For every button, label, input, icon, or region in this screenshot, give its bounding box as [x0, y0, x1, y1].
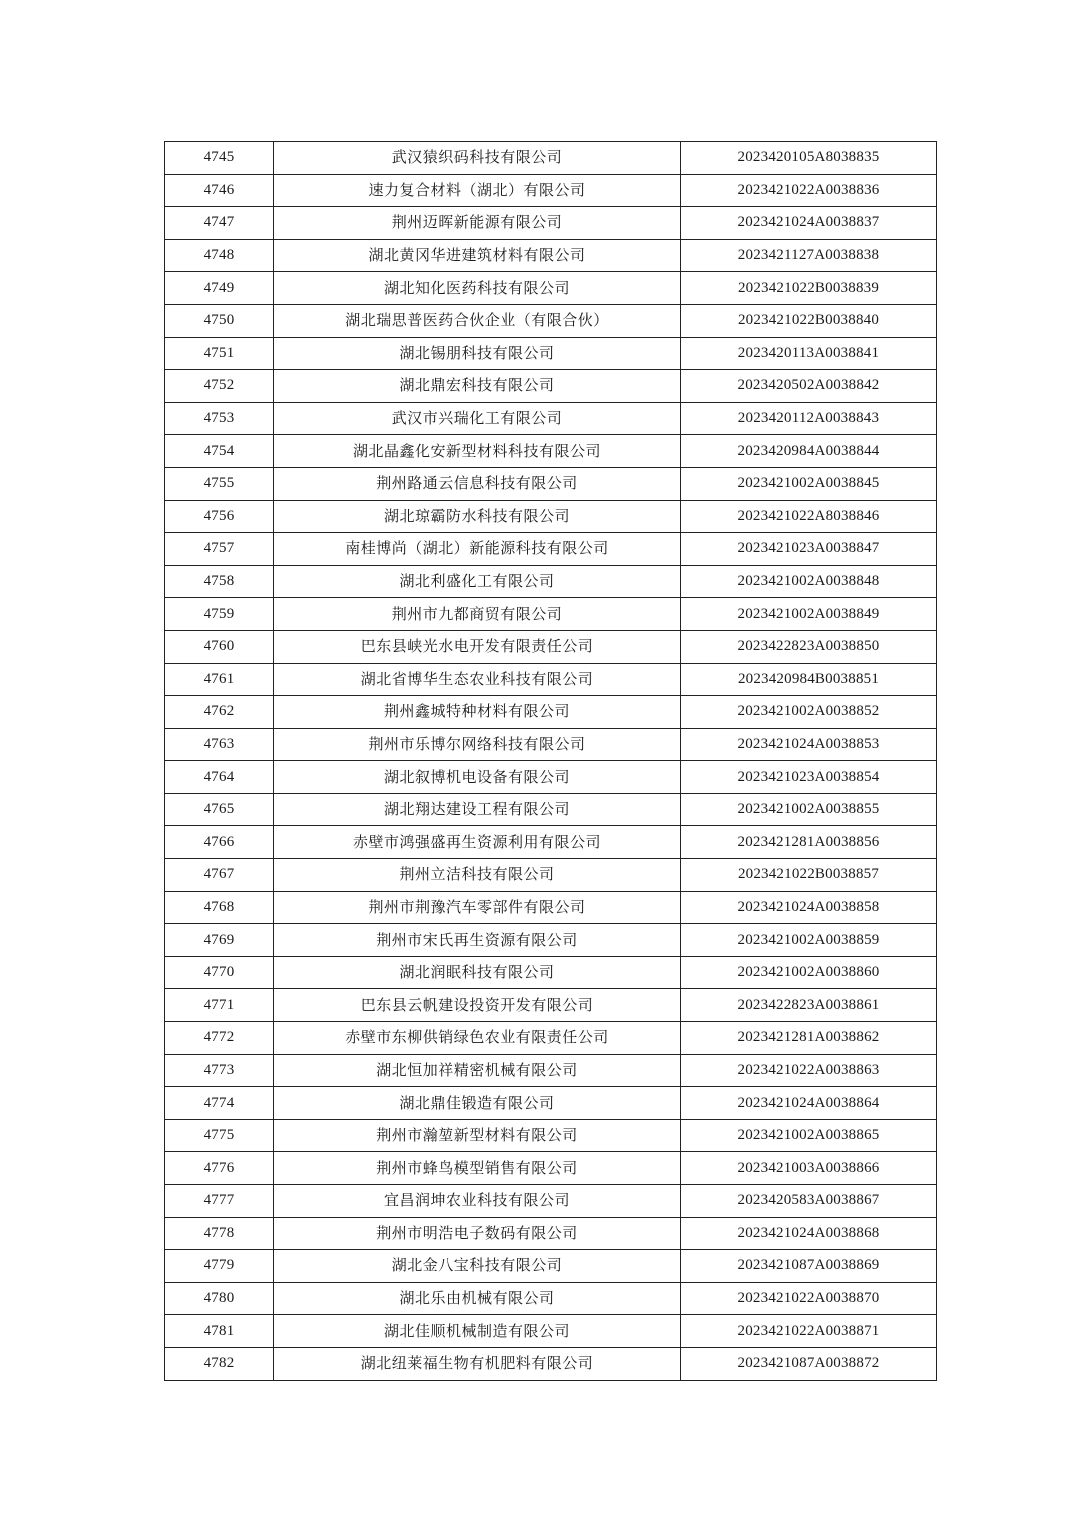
table-row — [165, 793, 937, 826]
serial-number-cell: 4758 — [165, 565, 274, 598]
registration-code-cell: 2023421087A0038872 — [681, 1347, 937, 1380]
company-name-cell: 湖北叙博机电设备有限公司 — [274, 761, 681, 794]
company-name-cell: 湖北金八宝科技有限公司 — [274, 1250, 681, 1283]
registration-code-cell: 2023421127A0038838 — [681, 239, 937, 272]
table-row — [165, 989, 937, 1022]
table-row — [165, 728, 937, 761]
table-row — [165, 924, 937, 957]
registration-code-cell: 2023421003A0038866 — [681, 1152, 937, 1185]
table-row — [165, 956, 937, 989]
serial-number-cell: 4761 — [165, 663, 274, 696]
company-registry-table — [164, 141, 937, 1381]
serial-number-cell: 4762 — [165, 696, 274, 729]
registration-code-cell: 2023421087A0038869 — [681, 1250, 937, 1283]
serial-number-cell: 4753 — [165, 402, 274, 435]
registration-code-cell: 2023421002A0038852 — [681, 696, 937, 729]
registration-code-cell: 2023421002A0038848 — [681, 565, 937, 598]
table-row — [165, 891, 937, 924]
serial-number-cell: 4757 — [165, 533, 274, 566]
serial-number-cell: 4756 — [165, 500, 274, 533]
serial-number-cell: 4748 — [165, 239, 274, 272]
company-name-cell: 荆州市乐博尔网络科技有限公司 — [274, 728, 681, 761]
company-name-cell: 荆州市九都商贸有限公司 — [274, 598, 681, 631]
table-row — [165, 272, 937, 305]
registration-code-cell: 2023422823A0038861 — [681, 989, 937, 1022]
serial-number-cell: 4782 — [165, 1347, 274, 1380]
table-row — [165, 1250, 937, 1283]
serial-number-cell: 4777 — [165, 1185, 274, 1218]
company-name-cell: 湖北佳顺机械制造有限公司 — [274, 1315, 681, 1348]
table-row — [165, 598, 937, 631]
serial-number-cell: 4754 — [165, 435, 274, 468]
registration-code-cell: 2023420984B0038851 — [681, 663, 937, 696]
serial-number-cell: 4759 — [165, 598, 274, 631]
serial-number-cell: 4773 — [165, 1054, 274, 1087]
company-name-cell: 速力复合材料（湖北）有限公司 — [274, 174, 681, 207]
company-name-cell: 湖北瑞思普医药合伙企业（有限合伙） — [274, 304, 681, 337]
company-name-cell: 荆州鑫城特种材料有限公司 — [274, 696, 681, 729]
table-row — [165, 402, 937, 435]
company-name-cell: 荆州立洁科技有限公司 — [274, 859, 681, 892]
table-row — [165, 467, 937, 500]
serial-number-cell: 4780 — [165, 1282, 274, 1315]
serial-number-cell: 4768 — [165, 891, 274, 924]
company-name-cell: 湖北乐由机械有限公司 — [274, 1282, 681, 1315]
registration-code-cell: 2023421024A0038853 — [681, 728, 937, 761]
serial-number-cell: 4746 — [165, 174, 274, 207]
table-row — [165, 1185, 937, 1218]
table-row — [165, 826, 937, 859]
company-name-cell: 湖北翔达建设工程有限公司 — [274, 793, 681, 826]
registration-code-cell: 2023421281A0038862 — [681, 1022, 937, 1055]
serial-number-cell: 4766 — [165, 826, 274, 859]
registration-code-cell: 2023421002A0038859 — [681, 924, 937, 957]
registration-code-cell: 2023421022A8038846 — [681, 500, 937, 533]
company-name-cell: 湖北纽莱福生物有机肥料有限公司 — [274, 1347, 681, 1380]
serial-number-cell: 4778 — [165, 1217, 274, 1250]
company-name-cell: 湖北琼霸防水科技有限公司 — [274, 500, 681, 533]
company-name-cell: 赤壁市东柳供销绿色农业有限责任公司 — [274, 1022, 681, 1055]
table-row — [165, 304, 937, 337]
table-row — [165, 500, 937, 533]
table-row — [165, 337, 937, 370]
company-name-cell: 湖北鼎宏科技有限公司 — [274, 370, 681, 403]
registration-code-cell: 2023421022B0038857 — [681, 859, 937, 892]
company-name-cell: 湖北晶鑫化安新型材料科技有限公司 — [274, 435, 681, 468]
company-name-cell: 湖北鼎佳锻造有限公司 — [274, 1087, 681, 1120]
registration-code-cell: 2023421002A0038860 — [681, 956, 937, 989]
table-row — [165, 207, 937, 240]
serial-number-cell: 4767 — [165, 859, 274, 892]
serial-number-cell: 4747 — [165, 207, 274, 240]
table-row — [165, 1087, 937, 1120]
table-row — [165, 1217, 937, 1250]
registration-code-cell: 2023422823A0038850 — [681, 630, 937, 663]
serial-number-cell: 4750 — [165, 304, 274, 337]
company-name-cell: 武汉猿织码科技有限公司 — [274, 142, 681, 175]
company-name-cell: 荆州市瀚堃新型材料有限公司 — [274, 1119, 681, 1152]
serial-number-cell: 4771 — [165, 989, 274, 1022]
serial-number-cell: 4755 — [165, 467, 274, 500]
company-name-cell: 荆州市明浩电子数码有限公司 — [274, 1217, 681, 1250]
table-row — [165, 435, 937, 468]
serial-number-cell: 4751 — [165, 337, 274, 370]
serial-number-cell: 4769 — [165, 924, 274, 957]
table-row — [165, 1119, 937, 1152]
table-row — [165, 859, 937, 892]
table-row — [165, 565, 937, 598]
registration-code-cell: 2023421023A0038847 — [681, 533, 937, 566]
registration-code-cell: 2023421022A0038871 — [681, 1315, 937, 1348]
table-row — [165, 1054, 937, 1087]
registration-code-cell: 2023420105A8038835 — [681, 142, 937, 175]
serial-number-cell: 4749 — [165, 272, 274, 305]
registration-code-cell: 2023421002A0038855 — [681, 793, 937, 826]
company-name-cell: 湖北恒加祥精密机械有限公司 — [274, 1054, 681, 1087]
registration-code-cell: 2023421023A0038854 — [681, 761, 937, 794]
serial-number-cell: 4775 — [165, 1119, 274, 1152]
serial-number-cell: 4772 — [165, 1022, 274, 1055]
registration-code-cell: 2023420113A0038841 — [681, 337, 937, 370]
serial-number-cell: 4764 — [165, 761, 274, 794]
table-row — [165, 761, 937, 794]
registration-code-cell: 2023420984A0038844 — [681, 435, 937, 468]
registration-code-cell: 2023421002A0038845 — [681, 467, 937, 500]
serial-number-cell: 4763 — [165, 728, 274, 761]
company-name-cell: 湖北润眠科技有限公司 — [274, 956, 681, 989]
table-row — [165, 1347, 937, 1380]
company-name-cell: 赤壁市鸿强盛再生资源利用有限公司 — [274, 826, 681, 859]
registration-code-cell: 2023421002A0038849 — [681, 598, 937, 631]
table-row — [165, 174, 937, 207]
table-row — [165, 630, 937, 663]
table-row — [165, 370, 937, 403]
serial-number-cell: 4760 — [165, 630, 274, 663]
serial-number-cell: 4770 — [165, 956, 274, 989]
table-row — [165, 696, 937, 729]
company-name-cell: 湖北锡朋科技有限公司 — [274, 337, 681, 370]
company-name-cell: 荆州市蜂鸟模型销售有限公司 — [274, 1152, 681, 1185]
registration-code-cell: 2023420583A0038867 — [681, 1185, 937, 1218]
registration-code-cell: 2023420502A0038842 — [681, 370, 937, 403]
serial-number-cell: 4774 — [165, 1087, 274, 1120]
company-name-cell: 荆州迈晖新能源有限公司 — [274, 207, 681, 240]
company-name-cell: 巴东县云帆建设投资开发有限公司 — [274, 989, 681, 1022]
company-name-cell: 宜昌润坤农业科技有限公司 — [274, 1185, 681, 1218]
table-row — [165, 663, 937, 696]
registry-table-body — [165, 142, 937, 1381]
company-name-cell: 巴东县峡光水电开发有限责任公司 — [274, 630, 681, 663]
serial-number-cell: 4776 — [165, 1152, 274, 1185]
registration-code-cell: 2023421024A0038837 — [681, 207, 937, 240]
serial-number-cell: 4781 — [165, 1315, 274, 1348]
registration-code-cell: 2023421022A0038836 — [681, 174, 937, 207]
company-name-cell: 荆州市荆豫汽车零部件有限公司 — [274, 891, 681, 924]
company-name-cell: 荆州路通云信息科技有限公司 — [274, 467, 681, 500]
registration-code-cell: 2023421022B0038840 — [681, 304, 937, 337]
registration-code-cell: 2023421281A0038856 — [681, 826, 937, 859]
registration-code-cell: 2023421022A0038863 — [681, 1054, 937, 1087]
company-name-cell: 南桂博尚（湖北）新能源科技有限公司 — [274, 533, 681, 566]
registration-code-cell: 2023421022A0038870 — [681, 1282, 937, 1315]
serial-number-cell: 4745 — [165, 142, 274, 175]
table-row — [165, 1022, 937, 1055]
company-name-cell: 湖北利盛化工有限公司 — [274, 565, 681, 598]
company-name-cell: 湖北知化医药科技有限公司 — [274, 272, 681, 305]
company-name-cell: 湖北省博华生态农业科技有限公司 — [274, 663, 681, 696]
serial-number-cell: 4752 — [165, 370, 274, 403]
registration-code-cell: 2023421022B0038839 — [681, 272, 937, 305]
serial-number-cell: 4779 — [165, 1250, 274, 1283]
table-row — [165, 533, 937, 566]
registration-code-cell: 2023420112A0038843 — [681, 402, 937, 435]
company-name-cell: 湖北黄冈华进建筑材料有限公司 — [274, 239, 681, 272]
registration-code-cell: 2023421024A0038858 — [681, 891, 937, 924]
table-row — [165, 1282, 937, 1315]
company-name-cell: 武汉市兴瑞化工有限公司 — [274, 402, 681, 435]
registration-code-cell: 2023421002A0038865 — [681, 1119, 937, 1152]
table-row — [165, 239, 937, 272]
table-row — [165, 1152, 937, 1185]
registration-code-cell: 2023421024A0038868 — [681, 1217, 937, 1250]
serial-number-cell: 4765 — [165, 793, 274, 826]
registration-code-cell: 2023421024A0038864 — [681, 1087, 937, 1120]
table-row — [165, 1315, 937, 1348]
company-name-cell: 荆州市宋氏再生资源有限公司 — [274, 924, 681, 957]
table-row — [165, 142, 937, 175]
